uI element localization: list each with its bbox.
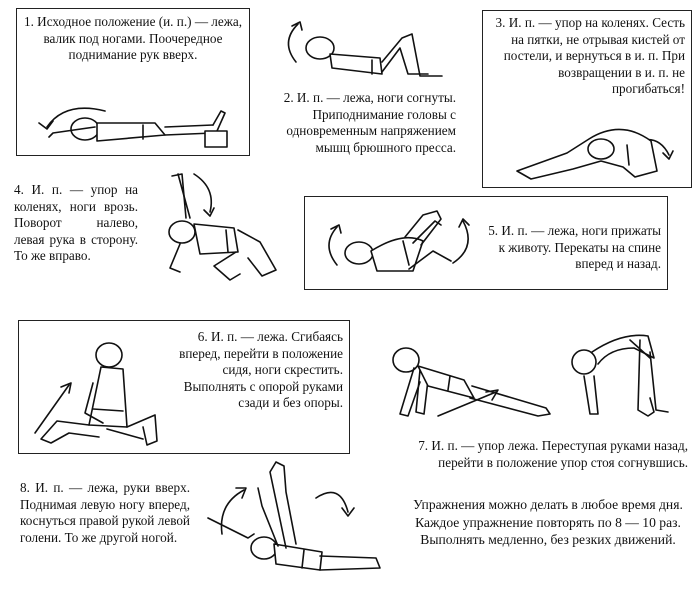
exercise-3-text: 3. И. п. — упор на коленях. Сесть на пятки, не отрывая кистей от постели, и вернуться в и. п. При возвращении в и. п. не прогибаться! (495, 15, 685, 96)
general-note: Упражнения можно делать в любое время дня. Каждое упражнение повторять по 8 — 10 раз. Выполнять медленно, без резких движений. (413, 497, 683, 547)
exercise-1-text: 1. Исходное положение (и. п.) — лежа, валик под ногами. Поочередное поднимание рук вверх. (23, 14, 242, 62)
exercise-7-text: 7. И. п. — упор лежа. Переступая руками назад, перейти в положение упор стоя согнувшись. (418, 438, 688, 470)
exercise-1-box (16, 8, 250, 156)
exercise-8-figure (200, 452, 390, 584)
exercise-2-figure (272, 18, 462, 92)
exercise-5-text: 5. И. п. — лежа, ноги прижаты к животу. Перекаты на спине вперед и назад. (488, 223, 661, 271)
exercise-3-box (482, 10, 692, 188)
exercise-5-box (304, 196, 668, 290)
exercise-1-figure (25, 97, 245, 155)
exercise-8-text: 8. И. п. — лежа, руки вверх. Поднимая левую ногу вперед, коснуться правой рукой левой голени. То же другой ногой. (20, 480, 190, 545)
exercise-4-text: 4. И. п. — упор на коленях, ноги врозь. Поворот налево, левая рука в сторону. То же вправо. (14, 182, 138, 263)
exercise-2-text: 2. И. п. — лежа, ноги согнуты. Приподнимание головы с одновременным напряжением мышц брюшного пресса. (283, 90, 456, 155)
exercise-3-figure (511, 111, 691, 189)
exercise-6-box (18, 320, 350, 454)
exercise-5-figure (313, 201, 483, 287)
exercise-6-text: 6. И. п. — лежа. Сгибаясь вперед, перейти в положение сидя, ноги скрестить. Выполнять с опорой руками сзади и без опоры. (179, 329, 343, 410)
exercise-6-figure (27, 329, 173, 453)
exercise-7-figure (378, 328, 696, 430)
exercise-4-figure (150, 168, 290, 286)
